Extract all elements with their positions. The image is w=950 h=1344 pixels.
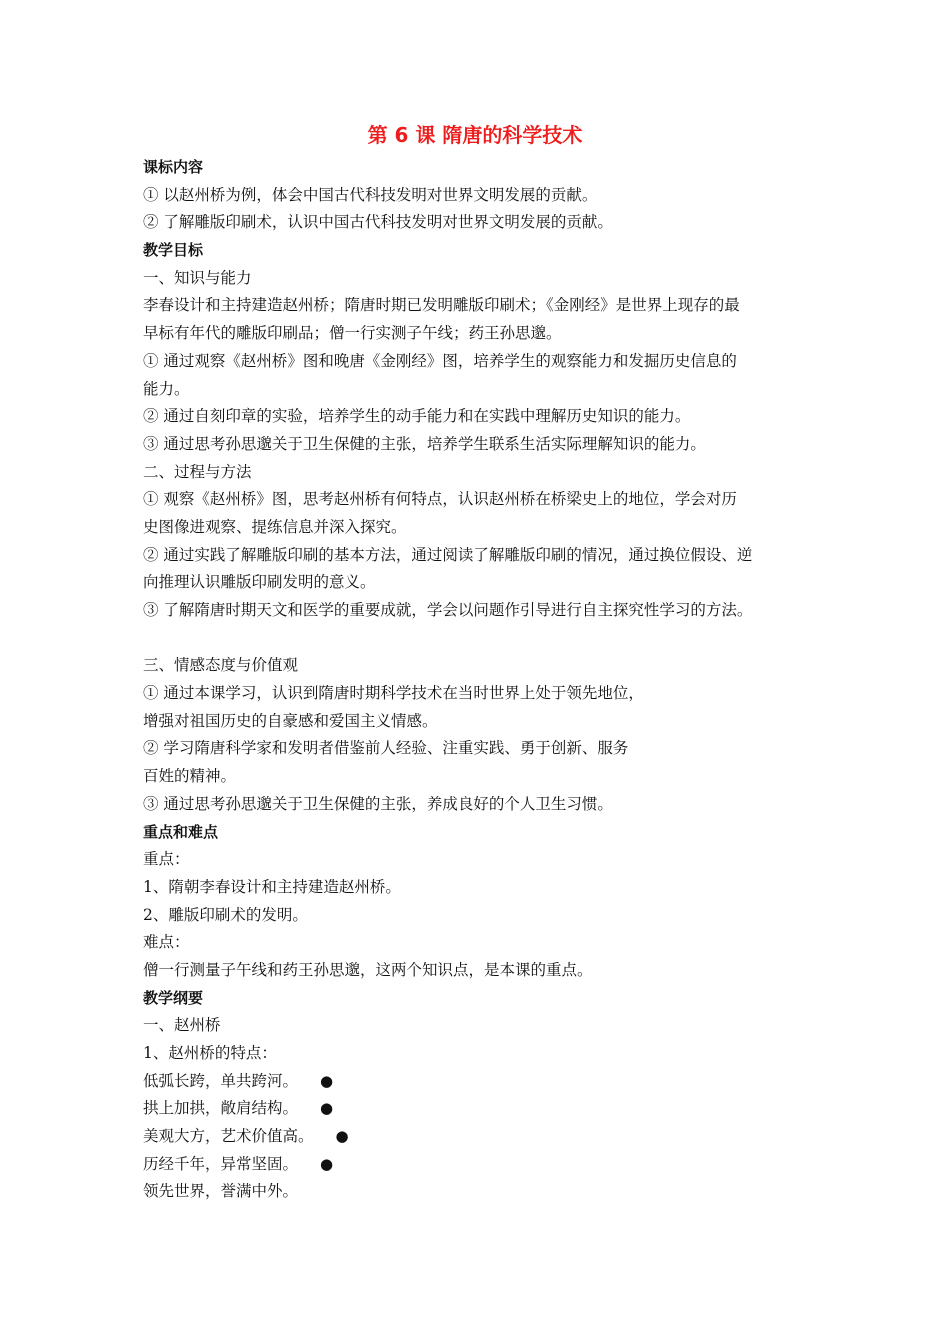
feature-line (143, 1123, 813, 1151)
attitude-line: ③ 通过思考孙思邈关于卫生保健的主张，养成良好的个人卫生习惯。 (143, 794, 613, 813)
subheading-knowledge: 一、知识与能力 (143, 268, 252, 287)
knowledge-line: 李春设计和主持建造赵州桥；隋唐时期已发明雕版印刷术；《金刚经》是世界上现存的最 (143, 296, 740, 315)
knowledge-line: 早标有年代的雕版印刷品；僧一行实测子午线；药王孙思邈。 (143, 324, 562, 343)
difficult-point-line: 僧一行测量子午线和药王孙思邈，这两个知识点，是本课的重点。 (143, 960, 593, 979)
attitude-line: 百姓的精神。 (143, 767, 237, 786)
subheading-process: 二、过程与方法 (143, 462, 252, 481)
feature-text: 低弧长跨，单共跨河。 (143, 1071, 299, 1090)
feature-text: 拱上加拱，敞肩结构。 (143, 1099, 299, 1118)
blank-line (143, 625, 813, 653)
section-heading-focus: 重点和难点 (143, 822, 219, 841)
subheading-zhaozhou-bridge: 一、赵州桥 (143, 1016, 221, 1035)
feature-text: 美观大方，艺术价值高。 (143, 1127, 314, 1146)
knowledge-line: ③ 通过思考孙思邈关于卫生保健的主张，培养学生联系生活实际理解知识的能力。 (143, 434, 706, 453)
bullet-icon: ● (320, 1154, 334, 1173)
curriculum-line: ① 以赵州桥为例，体会中国古代科技发明对世界文明发展的贡献。 (143, 185, 598, 204)
subheading-attitude: 三、情感态度与价值观 (143, 656, 299, 675)
knowledge-line: ① 通过观察《赵州桥》图和晚唐《金刚经》图，培养学生的观察能力和发掘历史信息的 (143, 351, 737, 370)
section-heading-curriculum: 课标内容 (143, 158, 204, 176)
process-line: ③ 了解隋唐时期天文和医学的重要成就，学会以问题作引导进行自主探究性学习的方法。 (143, 601, 753, 619)
feature-text: 历经千年，异常坚固。 (143, 1154, 299, 1173)
document-body (143, 154, 813, 1206)
process-line: 史图像进观察、提练信息并深入探究。 (143, 517, 407, 536)
section-heading-goals: 教学目标 (143, 241, 204, 260)
key-points-label: 重点： (143, 850, 190, 869)
feature-line (143, 1068, 813, 1096)
key-point-line: 2、雕版印刷术的发明。 (143, 905, 308, 924)
attitude-line: ① 通过本课学习，认识到隋唐时期科学技术在当时世界上处于领先地位， (143, 684, 644, 703)
attitude-line: 增强对祖国历史的自豪感和爱国主义情感。 (143, 711, 438, 730)
attitude-line: ② 学习隋唐科学家和发明者借鉴前人经验、注重实践、勇于创新、服务 (143, 739, 629, 758)
page-title: 第 6 课 隋唐的科学技术 (367, 123, 583, 147)
process-line: 向推理认识雕版印刷发明的意义。 (143, 573, 376, 592)
outline-item: 1、赵州桥的特点： (143, 1044, 277, 1062)
process-line: ② 通过实践了解雕版印刷的基本方法，通过阅读了解雕版印刷的情况，通过换位假设、逆 (143, 545, 753, 564)
feature-line (143, 1095, 813, 1123)
curriculum-line: ② 了解雕版印刷术，认识中国古代科技发明对世界文明发展的贡献。 (143, 213, 613, 232)
key-point-line: 1、隋朝李春设计和主持建造赵州桥。 (143, 877, 401, 896)
section-heading-outline: 教学纲要 (143, 988, 204, 1007)
bullet-icon: ● (320, 1099, 334, 1118)
knowledge-line: 能力。 (143, 379, 190, 398)
knowledge-line: ② 通过自刻印章的实验，培养学生的动手能力和在实践中理解历史知识的能力。 (143, 407, 691, 426)
bullet-icon: ● (320, 1071, 334, 1090)
feature-line (143, 1151, 813, 1179)
difficult-points-label: 难点： (143, 933, 190, 952)
feature-line (143, 1178, 813, 1206)
bullet-icon: ● (335, 1127, 349, 1146)
process-line: ① 观察《赵州桥》图，思考赵州桥有何特点，认识赵州桥在桥梁史上的地位，学会对历 (143, 490, 737, 509)
feature-text: 领先世界，誉满中外。 (143, 1182, 299, 1201)
